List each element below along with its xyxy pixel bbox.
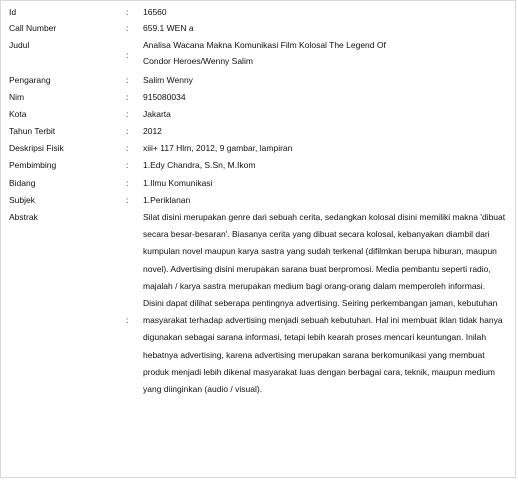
field-label: Judul <box>9 40 30 50</box>
field-value: 659.1 WEN a <box>143 23 194 33</box>
abstrak-paragraph: Silat disini merupakan genre dari sebuah cerita, sedangkan kolosal disini memiliki makna 'dibuat secara besar-besaran'. Biasanya cerita yang dibuat secara kolosal, kebanyakan diambil dari kumpulan novel maupun karya sastra yang sudah terkenal (difilmkan berupa hiburan, maupun novel). Advertising disini merupakan sarana buat berpromosi. Media pembantu seperti radio, majalah / karya sastra merupakan medium bagi orang-orang dalam memperoleh informasi. <box>143 212 506 291</box>
field-separator: : <box>126 160 129 170</box>
abstrak-text <box>143 209 507 398</box>
field-abstrak <box>9 209 509 459</box>
field-label: Pengarang <box>9 75 51 85</box>
abstrak-paragraph: Disini dapat dilihat seberapa pentingnya advertising. Seiring perkembangan jaman, kebutuhan masyarakat terhadap advertising menjadi sebuah kebutuhan. Hal ini membuat iklan tidak hanya digunakan sebagai sarana informasi, tetapi lebih kearah proses mencari keuntungan. Inilah hebatnya advertising, karena advertising merupakan sarana berkomunikasi yang membuat produk menjadi lebih dikenal masyarakat luas dengan berbagai cara, teknik, maupun medium yang diinginkan (audio / visual). <box>143 298 503 395</box>
field-separator: : <box>126 50 129 60</box>
field-label: Id <box>9 7 17 17</box>
field-separator: : <box>126 143 129 153</box>
field-separator: : <box>126 92 129 102</box>
field-value: 2012 <box>143 126 162 136</box>
field-label: Pembimbing <box>9 160 57 170</box>
field-value: xiii+ 117 Hlm, 2012, 9 gambar, lampiran <box>143 143 293 153</box>
field-separator: : <box>126 315 129 325</box>
field-value: Jakarta <box>143 109 171 119</box>
field-separator: : <box>126 7 129 17</box>
field-separator: : <box>126 23 129 33</box>
field-value: 915080034 <box>143 92 186 102</box>
field-separator: : <box>126 195 129 205</box>
field-separator: : <box>126 126 129 136</box>
field-value: Analisa Wacana Makna Komunikasi Film Kolosal The Legend Of Condor Heroes/Wenny Salim <box>143 40 386 67</box>
field-label: Bidang <box>9 178 36 188</box>
field-label: Tahun Terbit <box>9 126 56 136</box>
field-value: 16560 <box>143 7 167 17</box>
field-label: Kota <box>9 109 27 119</box>
field-value: 1.Ilmu Komunikasi <box>143 178 213 188</box>
field-label: Deskripsi Fisik <box>9 143 64 153</box>
field-value: 1.Periklanan <box>143 195 191 205</box>
field-separator: : <box>126 75 129 85</box>
field-value: Salim Wenny <box>143 75 193 85</box>
field-separator: : <box>126 109 129 119</box>
field-label: Call Number <box>9 23 57 33</box>
field-label: Abstrak <box>9 212 38 222</box>
field-separator: : <box>126 178 129 188</box>
field-label: Subjek <box>9 195 35 205</box>
field-label: Nim <box>9 92 25 102</box>
field-value: 1.Edy Chandra, S.Sn, M.Ikom <box>143 160 256 170</box>
